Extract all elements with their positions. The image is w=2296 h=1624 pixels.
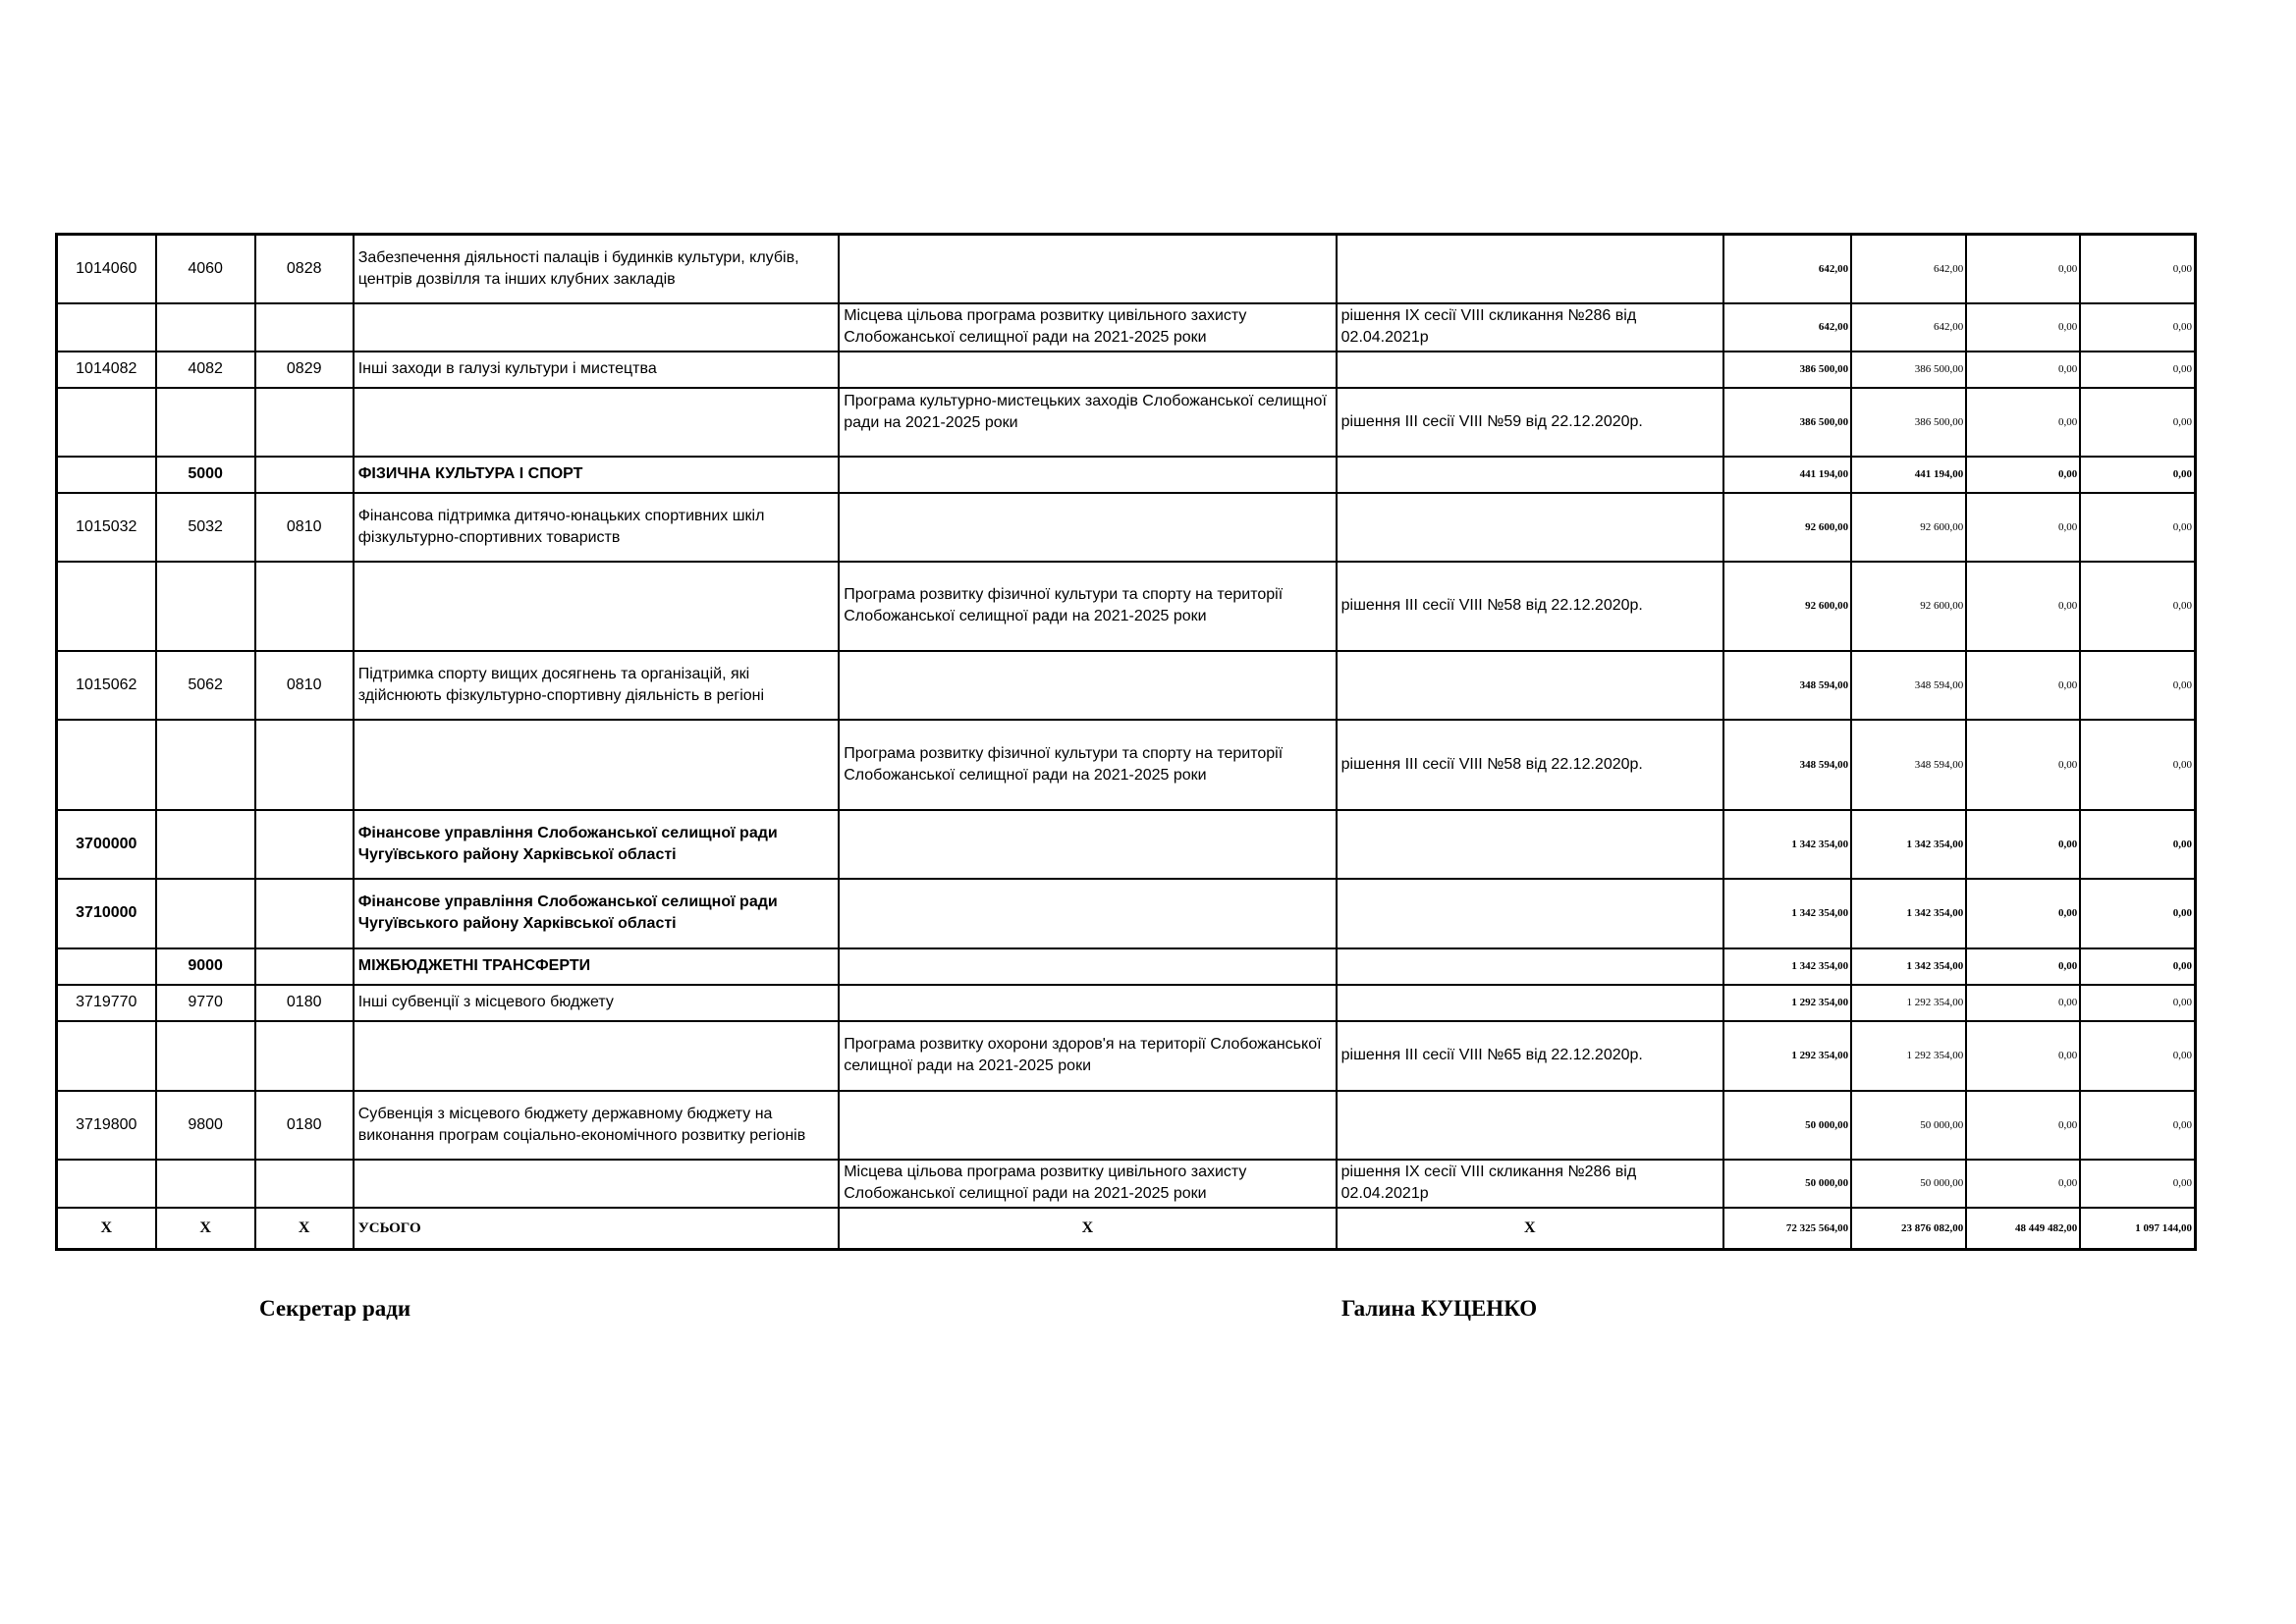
special-fund-cell: 0,00: [1966, 235, 2080, 303]
table-row: [57, 651, 2196, 720]
function-code-cell: [255, 948, 354, 985]
task-code-cell: 5000: [156, 457, 255, 493]
development-budget-cell: 0,00: [2080, 457, 2195, 493]
general-fund-cell: 1 292 354,00: [1851, 1021, 1966, 1091]
function-code-cell: [255, 457, 354, 493]
total-cell: 50 000,00: [1723, 1160, 1851, 1208]
function-code-cell: [255, 388, 354, 457]
table-row: [57, 720, 2196, 810]
program-code-cell: [57, 562, 156, 651]
development-budget-cell: 0,00: [2080, 1091, 2195, 1160]
program-code-cell: [57, 1021, 156, 1091]
name-cell: Субвенція з місцевого бюджету державному бюджету на виконання програм соціально-економічного розвитку регіонів: [354, 1091, 839, 1160]
decision-cell: [1337, 1091, 1723, 1160]
task-code-cell: 4082: [156, 352, 255, 388]
program-code-cell: [57, 388, 156, 457]
function-code-cell: [255, 810, 354, 879]
program-cell: Місцева цільова програма розвитку цивільного захисту Слобожанської селищної ради на 2021-2025 роки: [839, 303, 1336, 352]
task-code-cell: 9000: [156, 948, 255, 985]
program-cell: X: [839, 1208, 1336, 1250]
development-budget-cell: 0,00: [2080, 810, 2195, 879]
table-row: [57, 493, 2196, 562]
signature-name: Галина КУЦЕНКО: [1341, 1296, 1538, 1321]
decision-cell: [1337, 352, 1723, 388]
total-cell: 1 342 354,00: [1723, 948, 1851, 985]
task-code-cell: 4060: [156, 235, 255, 303]
task-code-cell: 5062: [156, 651, 255, 720]
name-cell: Інші заходи в галузі культури і мистецтва: [354, 352, 839, 388]
function-code-cell: [255, 303, 354, 352]
task-code-cell: 9800: [156, 1091, 255, 1160]
general-fund-cell: 1 292 354,00: [1851, 985, 1966, 1021]
task-code-cell: [156, 810, 255, 879]
program-code-cell: [57, 948, 156, 985]
special-fund-cell: 0,00: [1966, 303, 2080, 352]
decision-cell: рішення III сесії VIII №58 від 22.12.2020р.: [1337, 720, 1723, 810]
general-fund-cell: 1 342 354,00: [1851, 879, 1966, 948]
program-cell: [839, 457, 1336, 493]
total-cell: 441 194,00: [1723, 457, 1851, 493]
name-cell: Фінансове управління Слобожанської селищної ради Чугуївського району Харківської області: [354, 810, 839, 879]
name-cell: ФІЗИЧНА КУЛЬТУРА І СПОРТ: [354, 457, 839, 493]
total-cell: 348 594,00: [1723, 720, 1851, 810]
total-cell: 642,00: [1723, 235, 1851, 303]
general-fund-cell: 23 876 082,00: [1851, 1208, 1966, 1250]
decision-cell: рішення III сесії VIII №58 від 22.12.2020р.: [1337, 562, 1723, 651]
program-cell: [839, 651, 1336, 720]
table-row: [57, 235, 2196, 303]
program-cell: [839, 879, 1336, 948]
function-code-cell: 0810: [255, 651, 354, 720]
general-fund-cell: 50 000,00: [1851, 1160, 1966, 1208]
decision-cell: [1337, 651, 1723, 720]
function-code-cell: X: [255, 1208, 354, 1250]
development-budget-cell: 0,00: [2080, 948, 2195, 985]
program-cell: [839, 352, 1336, 388]
general-fund-cell: 1 342 354,00: [1851, 810, 1966, 879]
table-row: [57, 1091, 2196, 1160]
task-code-cell: 5032: [156, 493, 255, 562]
decision-cell: рішення IX сесії VIII скликання №286 від 02.04.2021р: [1337, 303, 1723, 352]
name-cell: Фінансова підтримка дитячо-юнацьких спортивних шкіл фізкультурно-спортивних товариств: [354, 493, 839, 562]
program-cell: Програма культурно-мистецьких заходів Слобожанської селищної ради на 2021-2025 роки: [839, 388, 1336, 457]
program-cell: [839, 985, 1336, 1021]
total-label-cell: УСЬОГО: [354, 1208, 839, 1250]
function-code-cell: [255, 720, 354, 810]
function-code-cell: [255, 1021, 354, 1091]
total-cell: 50 000,00: [1723, 1091, 1851, 1160]
special-fund-cell: 0,00: [1966, 562, 2080, 651]
task-code-cell: [156, 879, 255, 948]
program-cell: Місцева цільова програма розвитку цивільного захисту Слобожанської селищної ради на 2021-2025 роки: [839, 1160, 1336, 1208]
table-row: [57, 352, 2196, 388]
decision-cell: X: [1337, 1208, 1723, 1250]
name-cell: Забезпечення діяльності палаців і будинків культури, клубів, центрів дозвілля та інших клубних закладів: [354, 235, 839, 303]
total-cell: 72 325 564,00: [1723, 1208, 1851, 1250]
program-cell: Програма розвитку охорони здоров'я на території Слобожанської селищної ради на 2021-2025 роки: [839, 1021, 1336, 1091]
development-budget-cell: 0,00: [2080, 493, 2195, 562]
table-row: [57, 1021, 2196, 1091]
program-code-cell: [57, 303, 156, 352]
development-budget-cell: 0,00: [2080, 879, 2195, 948]
special-fund-cell: 0,00: [1966, 1021, 2080, 1091]
table-row: [57, 985, 2196, 1021]
special-fund-cell: 0,00: [1966, 352, 2080, 388]
name-cell: [354, 562, 839, 651]
table-row: [57, 457, 2196, 493]
name-cell: [354, 303, 839, 352]
total-cell: 642,00: [1723, 303, 1851, 352]
general-fund-cell: 441 194,00: [1851, 457, 1966, 493]
task-code-cell: [156, 388, 255, 457]
function-code-cell: [255, 562, 354, 651]
special-fund-cell: 48 449 482,00: [1966, 1208, 2080, 1250]
development-budget-cell: 0,00: [2080, 388, 2195, 457]
special-fund-cell: 0,00: [1966, 388, 2080, 457]
special-fund-cell: 0,00: [1966, 985, 2080, 1021]
total-cell: 92 600,00: [1723, 562, 1851, 651]
total-cell: 386 500,00: [1723, 388, 1851, 457]
program-code-cell: [57, 720, 156, 810]
development-budget-cell: 1 097 144,00: [2080, 1208, 2195, 1250]
program-code-cell: 3719770: [57, 985, 156, 1021]
development-budget-cell: 0,00: [2080, 985, 2195, 1021]
special-fund-cell: 0,00: [1966, 948, 2080, 985]
task-code-cell: [156, 562, 255, 651]
total-cell: 1 292 354,00: [1723, 985, 1851, 1021]
program-code-cell: X: [57, 1208, 156, 1250]
decision-cell: [1337, 948, 1723, 985]
function-code-cell: 0829: [255, 352, 354, 388]
special-fund-cell: 0,00: [1966, 1160, 2080, 1208]
program-cell: [839, 493, 1336, 562]
decision-cell: рішення III сесії VIII №59 від 22.12.2020р.: [1337, 388, 1723, 457]
name-cell: Інші субвенції з місцевого бюджету: [354, 985, 839, 1021]
general-fund-cell: 1 342 354,00: [1851, 948, 1966, 985]
special-fund-cell: 0,00: [1966, 493, 2080, 562]
decision-cell: [1337, 235, 1723, 303]
total-row: [57, 1208, 2196, 1250]
decision-cell: [1337, 493, 1723, 562]
decision-cell: [1337, 457, 1723, 493]
special-fund-cell: 0,00: [1966, 651, 2080, 720]
table-row: [57, 1160, 2196, 1208]
name-cell: Фінансове управління Слобожанської селищної ради Чугуївського району Харківської області: [354, 879, 839, 948]
development-budget-cell: 0,00: [2080, 235, 2195, 303]
name-cell: [354, 720, 839, 810]
program-cell: Програма розвитку фізичної культури та спорту на території Слобожанської селищної ради на 2021-2025 роки: [839, 720, 1336, 810]
general-fund-cell: 348 594,00: [1851, 720, 1966, 810]
table-row: [57, 879, 2196, 948]
development-budget-cell: 0,00: [2080, 352, 2195, 388]
program-code-cell: 3719800: [57, 1091, 156, 1160]
program-code-cell: 3710000: [57, 879, 156, 948]
table-row: [57, 562, 2196, 651]
task-code-cell: [156, 1160, 255, 1208]
name-cell: МІЖБЮДЖЕТНІ ТРАНСФЕРТИ: [354, 948, 839, 985]
program-code-cell: 3700000: [57, 810, 156, 879]
general-fund-cell: 92 600,00: [1851, 493, 1966, 562]
function-code-cell: 0828: [255, 235, 354, 303]
general-fund-cell: 92 600,00: [1851, 562, 1966, 651]
general-fund-cell: 386 500,00: [1851, 388, 1966, 457]
total-cell: 386 500,00: [1723, 352, 1851, 388]
table-row: [57, 388, 2196, 457]
special-fund-cell: 0,00: [1966, 879, 2080, 948]
decision-cell: рішення IX сесії VIII скликання №286 від 02.04.2021р: [1337, 1160, 1723, 1208]
name-cell: [354, 1021, 839, 1091]
program-cell: Програма розвитку фізичної культури та спорту на території Слобожанської селищної ради на 2021-2025 роки: [839, 562, 1336, 651]
name-cell: Підтримка спорту вищих досягнень та організацій, які здійснюють фізкультурно-спортивну діяльність в регіоні: [354, 651, 839, 720]
program-code-cell: [57, 1160, 156, 1208]
program-cell: [839, 810, 1336, 879]
general-fund-cell: 50 000,00: [1851, 1091, 1966, 1160]
decision-cell: [1337, 879, 1723, 948]
program-cell: [839, 235, 1336, 303]
table-row: [57, 303, 2196, 352]
total-cell: 348 594,00: [1723, 651, 1851, 720]
function-code-cell: 0180: [255, 1091, 354, 1160]
function-code-cell: 0810: [255, 493, 354, 562]
task-code-cell: 9770: [156, 985, 255, 1021]
task-code-cell: X: [156, 1208, 255, 1250]
total-cell: 1 342 354,00: [1723, 810, 1851, 879]
development-budget-cell: 0,00: [2080, 1021, 2195, 1091]
function-code-cell: 0180: [255, 985, 354, 1021]
development-budget-cell: 0,00: [2080, 303, 2195, 352]
program-code-cell: 1015062: [57, 651, 156, 720]
program-cell: [839, 948, 1336, 985]
development-budget-cell: 0,00: [2080, 562, 2195, 651]
general-fund-cell: 642,00: [1851, 235, 1966, 303]
general-fund-cell: 642,00: [1851, 303, 1966, 352]
task-code-cell: [156, 1021, 255, 1091]
development-budget-cell: 0,00: [2080, 1160, 2195, 1208]
task-code-cell: [156, 303, 255, 352]
special-fund-cell: 0,00: [1966, 1091, 2080, 1160]
development-budget-cell: 0,00: [2080, 720, 2195, 810]
table-row: [57, 948, 2196, 985]
name-cell: [354, 388, 839, 457]
program-cell: [839, 1091, 1336, 1160]
total-cell: 1 342 354,00: [1723, 879, 1851, 948]
task-code-cell: [156, 720, 255, 810]
decision-cell: [1337, 985, 1723, 1021]
signature-position: Секретар ради: [259, 1296, 411, 1321]
program-code-cell: 1014060: [57, 235, 156, 303]
special-fund-cell: 0,00: [1966, 810, 2080, 879]
program-code-cell: [57, 457, 156, 493]
program-code-cell: 1015032: [57, 493, 156, 562]
special-fund-cell: 0,00: [1966, 457, 2080, 493]
special-fund-cell: 0,00: [1966, 720, 2080, 810]
total-cell: 92 600,00: [1723, 493, 1851, 562]
general-fund-cell: 386 500,00: [1851, 352, 1966, 388]
function-code-cell: [255, 879, 354, 948]
development-budget-cell: 0,00: [2080, 651, 2195, 720]
decision-cell: [1337, 810, 1723, 879]
function-code-cell: [255, 1160, 354, 1208]
name-cell: [354, 1160, 839, 1208]
program-code-cell: 1014082: [57, 352, 156, 388]
general-fund-cell: 348 594,00: [1851, 651, 1966, 720]
table-row: [57, 810, 2196, 879]
decision-cell: рішення III сесії VIII №65 від 22.12.2020р.: [1337, 1021, 1723, 1091]
budget-table: [55, 233, 2197, 1251]
total-cell: 1 292 354,00: [1723, 1021, 1851, 1091]
